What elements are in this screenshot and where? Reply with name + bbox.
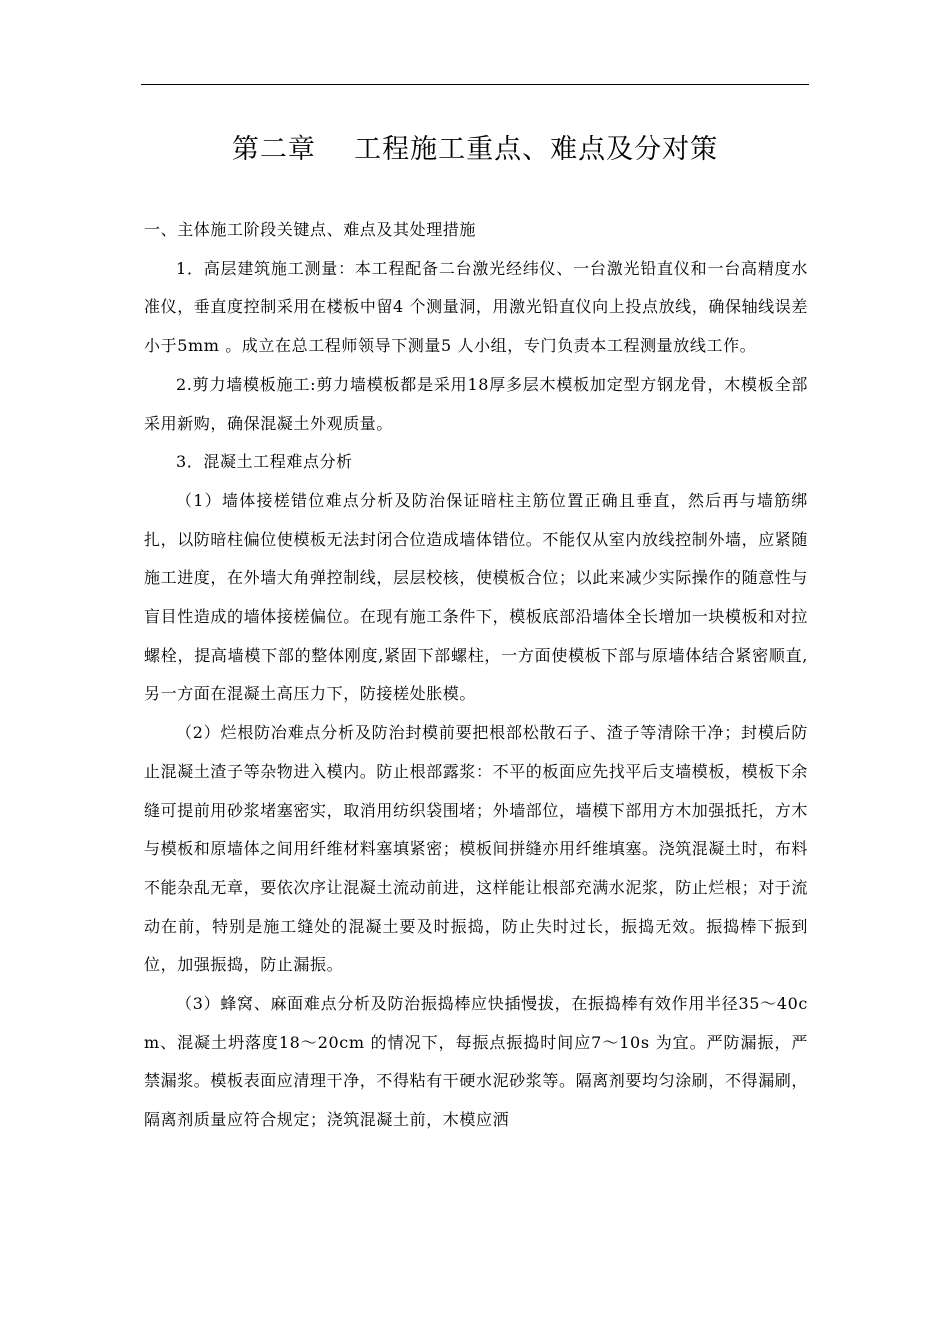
paragraph-survey: 1．高层建筑施工测量：本工程配备二台激光经纬仪、一台激光铅直仪和一台高精度水准仪，垂直度控制采用在楼板中留4 个测量洞，用激光铅直仪向上投点放线，确保轴线误差小于5mm 。成立在总工程师领导下测量5 人小组，专门负责本工程测量放线工作。 — [144, 258, 808, 356]
paragraph-concrete-heading: 3．混凝土工程难点分析 — [176, 452, 353, 472]
chapter-title: 第二章 工程施工重点、难点及分对策 — [231, 134, 719, 165]
header-rule — [141, 84, 809, 85]
document-body — [144, 211, 808, 1140]
section-heading: 一、主体施工阶段关键点、难点及其处理措施 — [144, 220, 477, 239]
paragraph-shear-wall-formwork: 2.剪力墙模板施工:剪力墙模板都是采用18厚多层木模板加定型方钢龙骨，木模板全部采用新购，确保混凝土外观质量。 — [144, 374, 808, 433]
paragraph-wall-joint: （1）墙体接槎错位难点分析及防治保证暗柱主筋位置正确且垂直，然后再与墙筋绑扎，以防暗柱偏位使模板无法封闭合位造成墙体错位。不能仅从室内放线控制外墙，应紧随施工进度，在外墙大角弹控制线，层层校核，使模板合位；以此来减少实际操作的随意性与盲目性造成的墙体接槎偏位。在现有施工条件下，模板底部沿墙体全长增加一块模板和对拉螺栓，提高墙模下部的整体刚度,紧固下部螺柱，一方面使模板下部与原墙体结合紧密顺直,另一方面在混凝土高压力下，防接槎处胀模。 — [144, 490, 809, 704]
paragraph-honeycomb: （3）蜂窝、麻面难点分析及防治振捣棒应快插慢拔，在振捣棒有效作用半径35～40cm、混凝土坍落度18～20cm 的情况下，每振点振捣时间应7～10s 为宜。严防漏振，严禁漏浆。模板表面应清理干净，不得粘有干硬水泥砂浆等。隔离剂要均匀涂刷，不得漏刷，隔离剂质量应符合规定；浇筑混凝土前，木模应洒 — [144, 994, 809, 1130]
paragraph-rotten-root: （2）烂根防冶难点分析及防治封模前要把根部松散石子、渣子等清除干净；封模后防止混凝土渣子等杂物进入模内。防止根部露浆：不平的板面应先找平后支墙模板，模板下余缝可提前用砂浆堵塞密实，取消用纺织袋围堵；外墙部位，墙模下部用方木加强抵托，方木与模板和原墙体之间用纤维材料塞填紧密；模板间拼缝亦用纤维填塞。浇筑混凝土时，布料不能杂乱无章，要依次序让混凝土流动前进，这样能让根部充满水泥浆，防止烂根；对于流动在前，特别是施工缝处的混凝土要及时振捣，防止失时过长，振捣无效。振捣棒下振到位，加强振捣，防止漏振。 — [144, 723, 809, 975]
